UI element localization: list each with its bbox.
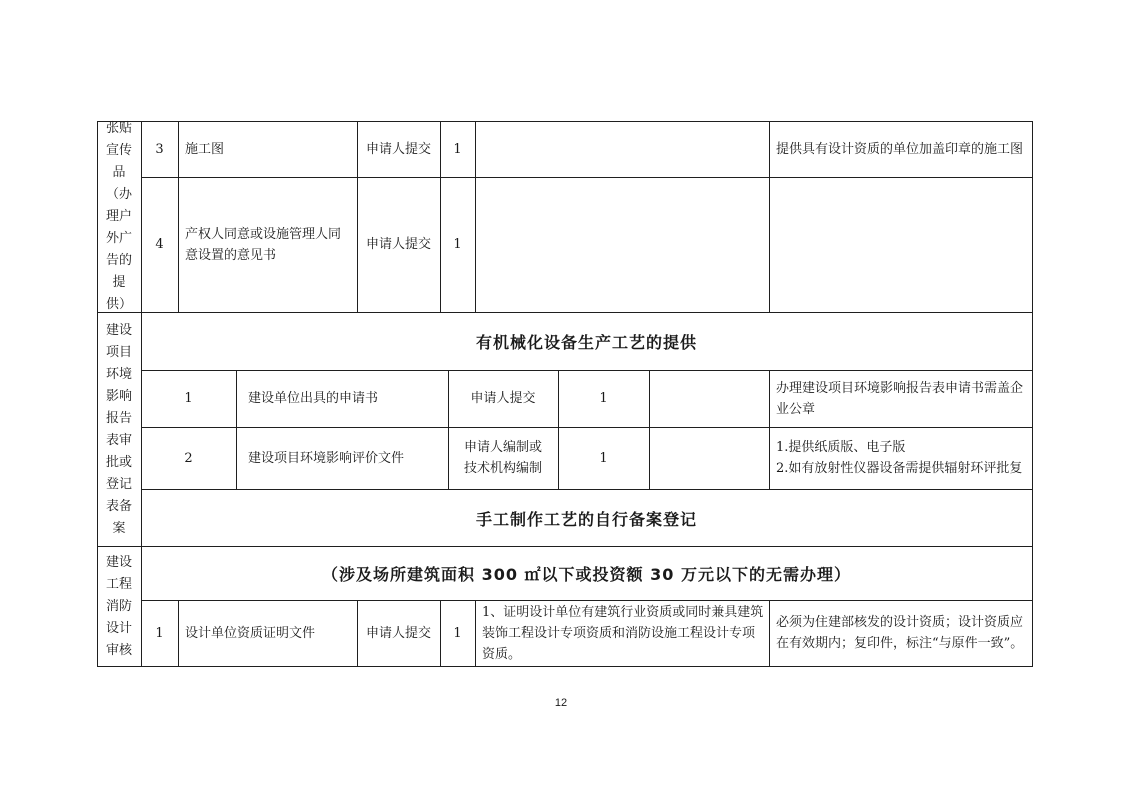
material-source: 申请人编制或技术机构编制 [463,440,542,476]
category-line: 建设 [105,322,132,338]
material-name: 产权人同意或设施管理人同意设置的意见书 [185,226,342,263]
material-name: 设计单位资质证明文件 [185,625,316,641]
table-border-bottom [97,666,1033,667]
note [769,177,1032,312]
category-line: 宣传 [105,142,132,158]
category-line: 提 [112,274,126,290]
row-number: 2 [184,450,193,466]
copies: 1 [453,625,462,641]
category-line: 外广 [105,230,132,246]
note: 办理建设项目环境影响报告表申请书需盖企业公章 [776,380,1024,417]
category-line: 登记 [105,476,132,492]
category-line: 供） [105,296,132,312]
category-cell [97,121,141,312]
category-line: 案 [112,520,126,536]
row-number: 4 [155,237,164,252]
category-line: 项目 [105,344,132,360]
row-number: 1 [155,625,164,641]
category-line: 表审 [105,432,132,448]
requirement [475,177,769,312]
note [769,427,1032,489]
category-cell [97,313,141,546]
note: 提供具有设计资质的单位加盖印章的施工图 [776,141,1024,157]
material-name: 建设项目环境影响评价文件 [248,450,405,466]
copies: 1 [453,141,462,157]
requirement [475,121,769,177]
requirement [649,427,769,489]
material-source: 申请人提交 [365,625,431,641]
category-line: 品 [112,164,126,180]
requirement: 1、证明设计单位有建筑行业资质或同时兼具建筑装饰工程设计专项资质和消防设施工程设计专项资质。 [482,604,764,662]
copies: 1 [599,450,608,466]
category-line: 表备 [105,498,132,514]
table-border-right [1032,121,1033,667]
section-footer: 手工制作工艺的自行备案登记 [475,509,697,529]
category-line: 工程 [105,576,132,592]
category-line: 审核 [105,642,132,658]
note: 必须为住建部核发的设计资质；设计资质应在有效期内；复印件，标注“与原件一致”。 [776,615,1024,651]
category-line: 报告 [105,410,132,426]
requirement [649,370,769,427]
category-line: 消防 [105,598,132,614]
category-line: 理户 [105,208,132,224]
page-number: 12 [554,697,568,709]
category-line: （办 [105,186,132,202]
category-line: 建设 [105,554,132,570]
note-line: 1.提供纸质版、电子版 [776,440,906,455]
category-line: 影响 [105,388,132,404]
note-line: 2.如有放射性仪器设备需提供辐射环评批复 [776,461,1023,476]
material-name: 建设单位出具的申请书 [248,391,379,406]
material-source: 申请人提交 [470,391,536,406]
category-line: 环境 [105,366,132,382]
copies: 1 [599,391,608,406]
copies: 1 [453,237,462,252]
material-source: 申请人提交 [365,237,431,252]
category-line: 张贴 [105,120,132,136]
category-line: 告的 [105,252,132,268]
material-source: 申请人提交 [365,141,431,157]
row-number: 1 [184,391,193,406]
material-name: 施工图 [185,141,225,157]
row-number: 3 [155,141,164,157]
category-line: 设计 [105,620,132,636]
category-cell [97,547,141,666]
section-header: （涉及场所建筑面积 300 ㎡以下或投资额 30 万元以下的无需办理） [322,565,851,584]
section-header: 有机械化设备生产工艺的提供 [475,333,697,352]
category-line: 批或 [105,454,132,470]
